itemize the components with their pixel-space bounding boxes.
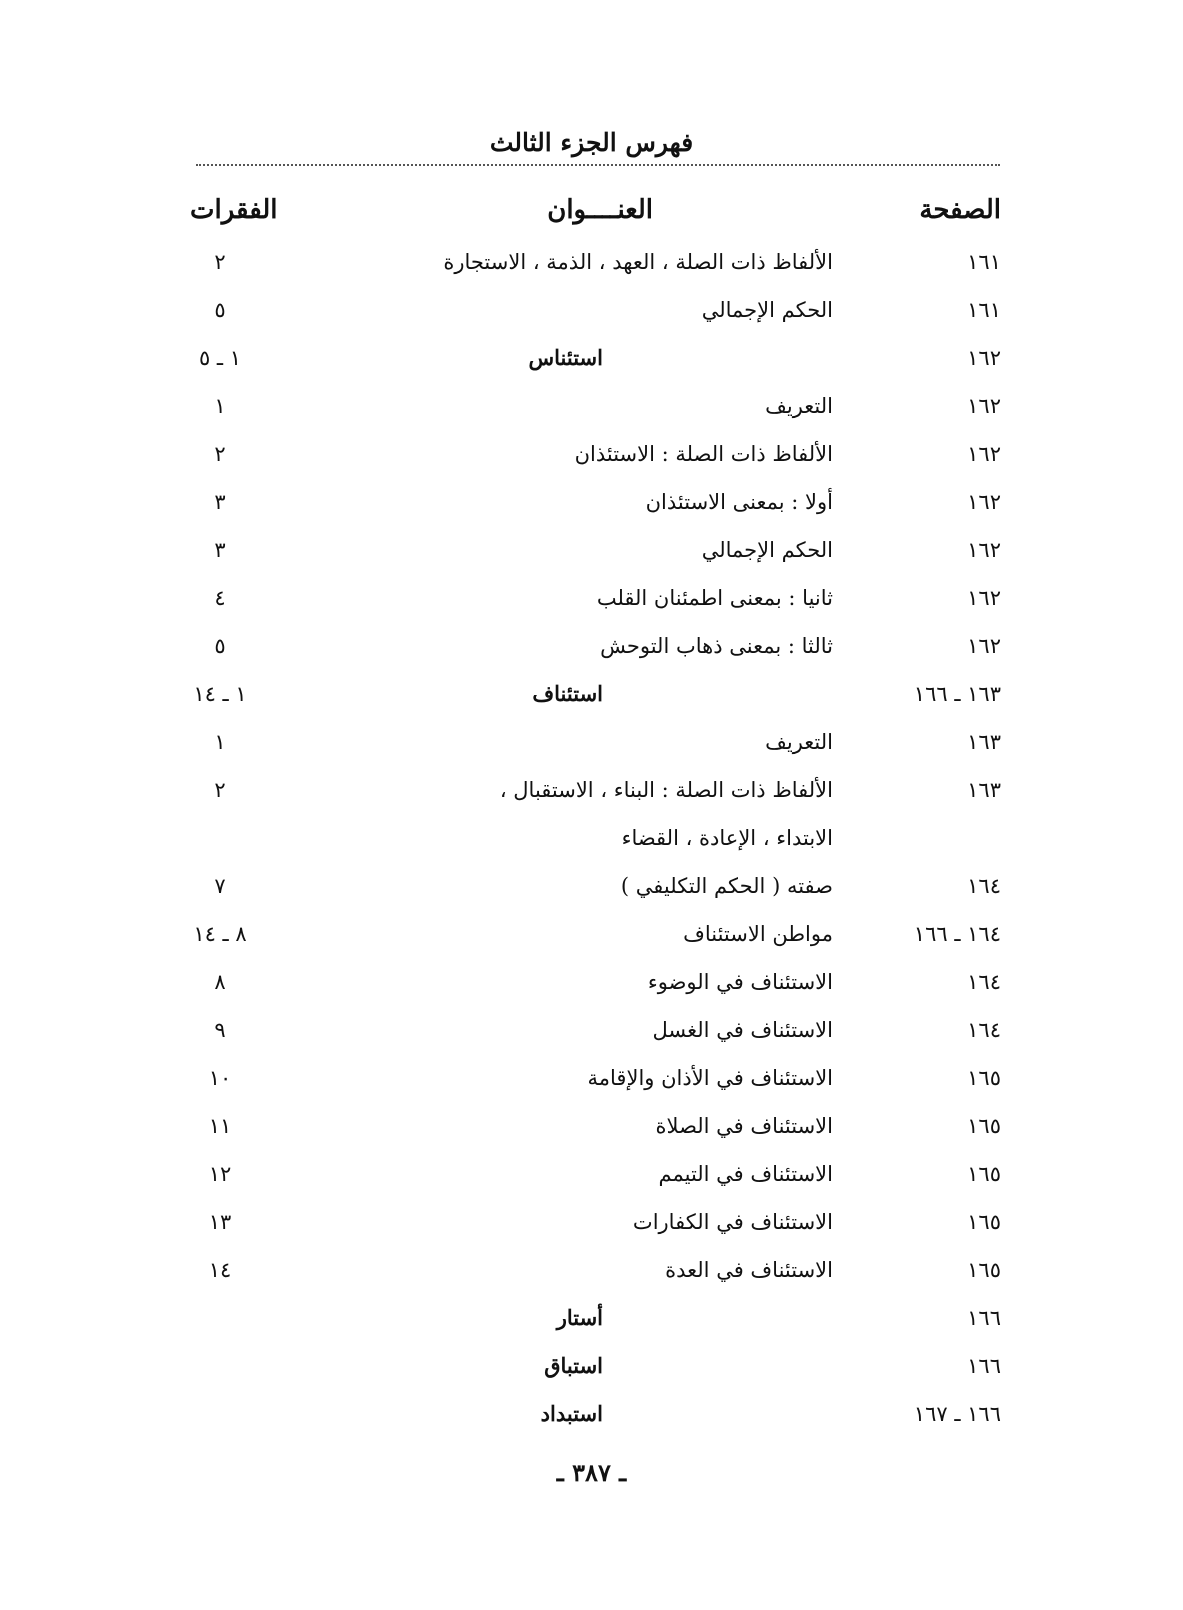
row-entry-title: الابتداء ، الإعادة ، القضاء	[621, 826, 833, 850]
row-paragraph-range: ١٠	[208, 1066, 232, 1090]
row-page-number: ١٦٥	[967, 1258, 1001, 1282]
row-paragraph-range: ٢	[214, 442, 226, 466]
index-row	[0, 478, 1183, 526]
row-paragraph-range: ٥	[214, 634, 226, 658]
row-paragraph-range: ١٢	[208, 1162, 232, 1186]
row-entry-title: الاستئناف في الوضوء	[647, 970, 833, 994]
row-entry-title: الألفاظ ذات الصلة : الاستئذان	[574, 442, 833, 466]
row-paragraph-range: ٨ ـ ١٤	[193, 922, 247, 946]
row-page-number: ١٦٢	[967, 490, 1001, 514]
row-entry-title: مواطن الاستئناف	[683, 922, 833, 946]
row-paragraph-range: ٣	[214, 538, 226, 562]
row-entry-title: صفته ( الحكم التكليفي )	[620, 874, 833, 898]
page-number: ـ ٣٨٧ ـ	[556, 1458, 627, 1487]
index-row	[0, 1342, 1183, 1390]
row-page-number: ١٦٢	[967, 634, 1001, 658]
index-row	[0, 1294, 1183, 1342]
row-page-number: ١٦٣	[967, 730, 1001, 754]
row-page-number: ١٦٤	[967, 970, 1001, 994]
index-row	[0, 1390, 1183, 1438]
row-page-number: ١٦٦	[967, 1354, 1001, 1378]
index-row	[0, 430, 1183, 478]
index-row	[0, 1150, 1183, 1198]
dotted-divider	[196, 164, 1000, 166]
row-entry-title: ثانيا : بمعنى اطمئنان القلب	[596, 586, 833, 610]
row-entry-title: الاستئناف في الغسل	[652, 1018, 833, 1042]
row-entry-title: التعريف	[765, 394, 833, 418]
index-row	[0, 1006, 1183, 1054]
row-paragraph-range: ١	[214, 730, 226, 754]
row-paragraph-range: ١ ـ ١٤	[193, 682, 247, 706]
index-row	[0, 574, 1183, 622]
row-paragraph-range: ٩	[214, 1018, 226, 1042]
row-entry-title: الألفاظ ذات الصلة : البناء ، الاستقبال ،	[499, 778, 833, 802]
row-paragraph-range: ٢	[214, 250, 226, 274]
index-row	[0, 958, 1183, 1006]
index-row	[0, 334, 1183, 382]
row-page-number: ١٦٣ ـ ١٦٦	[913, 682, 1001, 706]
row-page-number: ١٦٤	[967, 1018, 1001, 1042]
row-page-number: ١٦٦	[967, 1306, 1001, 1330]
index-row	[0, 382, 1183, 430]
row-entry-title: الحكم الإجمالي	[701, 298, 833, 322]
index-row	[0, 910, 1183, 958]
row-entry-heading: أستار	[556, 1305, 603, 1330]
row-entry-title: أولا : بمعنى الاستئذان	[645, 490, 833, 514]
row-page-number: ١٦٣	[967, 778, 1001, 802]
row-entry-heading: استبداد	[540, 1401, 603, 1426]
row-entry-heading: استئناف	[532, 681, 603, 706]
row-entry-title: الاستئناف في الأذان والإقامة	[587, 1066, 833, 1090]
column-header-title: العنــــوان	[547, 195, 653, 225]
index-row	[0, 862, 1183, 910]
row-entry-title: الألفاظ ذات الصلة ، العهد ، الذمة ، الاستجارة	[443, 250, 833, 274]
index-row	[0, 1246, 1183, 1294]
row-paragraph-range: ٧	[214, 874, 226, 898]
index-row	[0, 718, 1183, 766]
index-row	[0, 1102, 1183, 1150]
index-row	[0, 622, 1183, 670]
row-page-number: ١٦٥	[967, 1066, 1001, 1090]
row-paragraph-range: ١ ـ ٥	[198, 346, 242, 370]
index-row	[0, 670, 1183, 718]
row-paragraph-range: ٣	[214, 490, 226, 514]
row-page-number: ١٦٢	[967, 442, 1001, 466]
row-page-number: ١٦٥	[967, 1162, 1001, 1186]
row-entry-title: الاستئناف في الصلاة	[655, 1114, 833, 1138]
row-paragraph-range: ٥	[214, 298, 226, 322]
row-page-number: ١٦٢	[967, 394, 1001, 418]
page-title: فهرس الجزء الثالث	[489, 128, 694, 157]
row-paragraph-range: ١١	[208, 1114, 232, 1138]
row-page-number: ١٦٢	[967, 586, 1001, 610]
column-header-page: الصفحة	[919, 195, 1001, 225]
row-page-number: ١٦٤	[967, 874, 1001, 898]
row-paragraph-range: ٢	[214, 778, 226, 802]
row-page-number: ١٦٥	[967, 1114, 1001, 1138]
row-page-number: ١٦٢	[967, 346, 1001, 370]
row-entry-title: ثالثا : بمعنى ذهاب التوحش	[600, 634, 833, 658]
row-entry-title: الاستئناف في الكفارات	[632, 1210, 833, 1234]
row-page-number: ١٦٦ ـ ١٦٧	[913, 1402, 1001, 1426]
row-page-number: ١٦٤ ـ ١٦٦	[913, 922, 1001, 946]
row-entry-heading: استباق	[544, 1353, 603, 1378]
row-entry-title: الاستئناف في التيمم	[658, 1162, 833, 1186]
index-row	[0, 526, 1183, 574]
row-entry-title: التعريف	[765, 730, 833, 754]
row-entry-title: الحكم الإجمالي	[701, 538, 833, 562]
index-row	[0, 1198, 1183, 1246]
row-paragraph-range: ١٤	[208, 1258, 232, 1282]
row-page-number: ١٦٥	[967, 1210, 1001, 1234]
row-paragraph-range: ١٣	[208, 1210, 232, 1234]
index-row	[0, 1054, 1183, 1102]
index-row	[0, 814, 1183, 862]
row-page-number: ١٦٢	[967, 538, 1001, 562]
column-header-paragraphs: الفقرات	[190, 195, 278, 225]
row-entry-title: الاستئناف في العدة	[665, 1258, 833, 1282]
row-page-number: ١٦١	[967, 250, 1001, 274]
index-row	[0, 238, 1183, 286]
row-paragraph-range: ٨	[214, 970, 226, 994]
row-paragraph-range: ٤	[214, 586, 226, 610]
row-paragraph-range: ١	[214, 394, 226, 418]
index-row	[0, 286, 1183, 334]
index-row	[0, 766, 1183, 814]
row-page-number: ١٦١	[967, 298, 1001, 322]
row-entry-heading: استئناس	[528, 345, 603, 370]
